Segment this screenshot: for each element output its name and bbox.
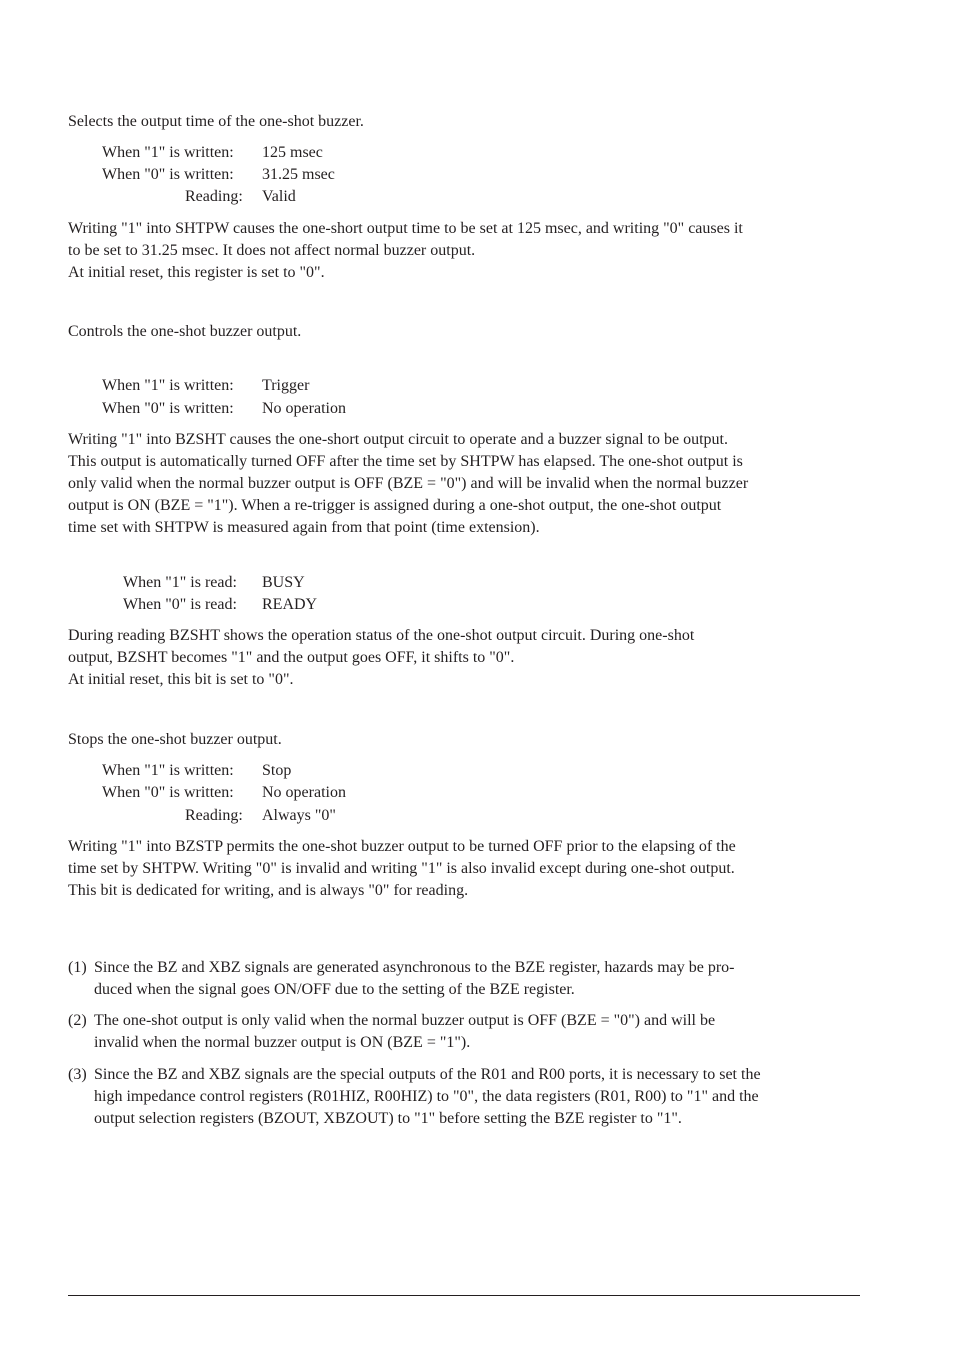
setting-value: No operation xyxy=(262,784,346,801)
setting-value: Trigger xyxy=(262,377,310,394)
body-line: output, BZSHT becomes "1" and the output goes OFF, it shifts to "0". xyxy=(68,649,515,666)
body-line: This output is automatically turned OFF after the time set by SHTPW has elapsed. The one-shot output is xyxy=(68,453,743,470)
setting-row xyxy=(0,398,400,420)
setting-key: When "1" is written: xyxy=(102,144,234,161)
setting-row xyxy=(0,782,400,804)
body-line: time set by SHTPW. Writing "0" is invalid and writing "1" is also invalid except during one-shot output. xyxy=(68,860,735,877)
note-text xyxy=(94,1010,864,1054)
body-line: This bit is dedicated for writing, and is always "0" for reading. xyxy=(68,882,469,899)
setting-row xyxy=(0,186,400,208)
bzstp-description: Stops the one-shot buzzer output. xyxy=(68,731,282,748)
body-line: output is ON (BZE = "1"). When a re-trigger is assigned during a one-shot output, the one-shot output xyxy=(68,497,722,514)
setting-row xyxy=(0,164,400,186)
bzsht-write-body xyxy=(68,429,868,539)
note-text xyxy=(94,1064,864,1130)
note-line: Since the BZ and XBZ signals are the special outputs of the R01 and R00 ports, it is necessary to set the xyxy=(94,1066,761,1083)
bzstp-body xyxy=(68,836,868,902)
setting-value: Stop xyxy=(262,762,292,779)
body-line: At initial reset, this register is set to "0". xyxy=(68,264,325,281)
note-line: duced when the signal goes ON/OFF due to the setting of the BZE register. xyxy=(94,981,575,998)
note-line: The one-shot output is only valid when the normal buzzer output is OFF (BZE = "0") and will be xyxy=(94,1012,716,1029)
body-line: Writing "1" into BZSHT causes the one-short output circuit to operate and a buzzer signal to be output. xyxy=(68,431,728,448)
note-line: Since the BZ and XBZ signals are generated asynchronous to the BZE register, hazards may be pro- xyxy=(94,959,735,976)
setting-value: BUSY xyxy=(262,574,305,591)
bzsht-description: Controls the one-shot buzzer output. xyxy=(68,323,302,340)
body-line: only valid when the normal buzzer output is OFF (BZE = "0") and will be invalid when the normal buzzer xyxy=(68,475,749,492)
body-line: Writing "1" into BZSTP permits the one-shot buzzer output to be turned OFF prior to the elapsing of the xyxy=(68,838,736,855)
setting-value: Always "0" xyxy=(262,807,336,824)
setting-key: Reading: xyxy=(185,807,243,824)
setting-value: 31.25 msec xyxy=(262,166,335,183)
setting-key: When "1" is written: xyxy=(102,377,234,394)
setting-key: Reading: xyxy=(185,188,243,205)
note-number: (3) xyxy=(68,1066,87,1083)
body-line: Writing "1" into SHTPW causes the one-short output time to be set at 125 msec, and writing "0" causes it xyxy=(68,220,743,237)
body-line: During reading BZSHT shows the operation status of the one-shot output circuit. During one-shot xyxy=(68,627,695,644)
shtpw-body xyxy=(68,218,868,284)
note-line: invalid when the normal buzzer output is ON (BZE = "1"). xyxy=(94,1034,471,1051)
setting-row xyxy=(0,375,400,397)
setting-key: When "1" is read: xyxy=(123,574,237,591)
setting-row xyxy=(0,594,400,616)
body-line: time set with SHTPW is measured again from that point (time extension). xyxy=(68,519,540,536)
setting-row xyxy=(0,572,400,594)
setting-row xyxy=(0,760,400,782)
setting-key: When "0" is read: xyxy=(123,596,237,613)
setting-value: 125 msec xyxy=(262,144,323,161)
setting-value: Valid xyxy=(262,188,296,205)
setting-value: No operation xyxy=(262,400,346,417)
setting-key: When "0" is written: xyxy=(102,400,234,417)
note-number: (2) xyxy=(68,1012,87,1029)
setting-row xyxy=(0,805,400,827)
note-number: (1) xyxy=(68,959,87,976)
bzsht-read-body xyxy=(68,625,868,691)
body-line: to be set to 31.25 msec. It does not affect normal buzzer output. xyxy=(68,242,476,259)
setting-value: READY xyxy=(262,596,318,613)
setting-key: When "0" is written: xyxy=(102,784,234,801)
setting-key: When "1" is written: xyxy=(102,762,234,779)
note-text xyxy=(94,957,864,1001)
note-line: high impedance control registers (R01HIZ, R00HIZ) to "0", the data registers (R01, R00) to "1" and the xyxy=(94,1088,759,1105)
shtpw-description: Selects the output time of the one-shot buzzer. xyxy=(68,113,364,130)
setting-row xyxy=(0,142,400,164)
note-line: output selection registers (BZOUT, XBZOUT) to "1" before setting the BZE register to "1". xyxy=(94,1110,682,1127)
footer-rule xyxy=(68,1295,860,1296)
body-line: At initial reset, this bit is set to "0". xyxy=(68,671,294,688)
setting-key: When "0" is written: xyxy=(102,166,234,183)
